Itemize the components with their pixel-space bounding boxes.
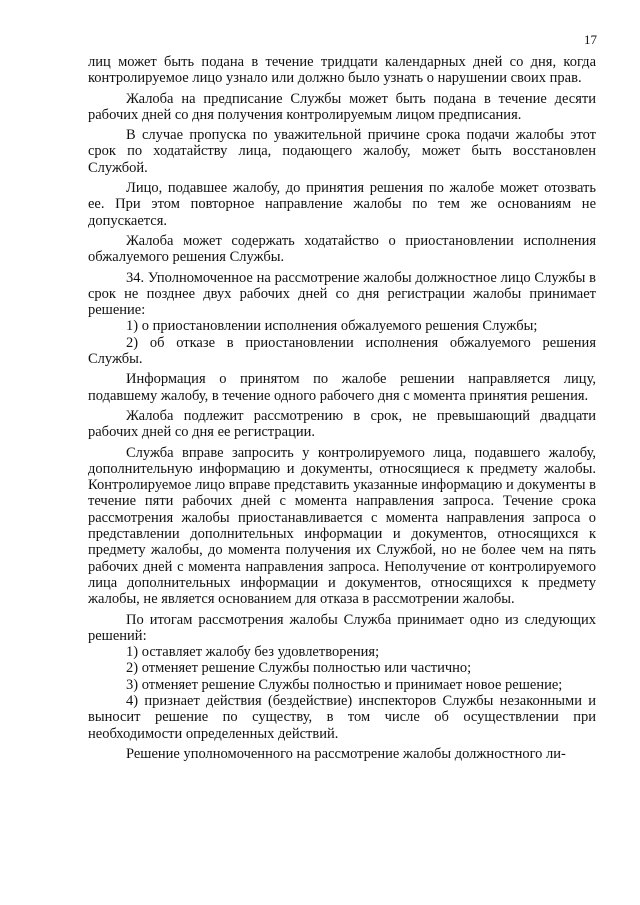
paragraph-continuation: лиц может быть подана в течение тридцати календарных дней со дня, когда контролируемое лицо узнало или должно было узнать о нарушении своих прав.	[88, 54, 596, 87]
list-item: 2) об отказе в приостановлении исполнения обжалуемого решения Службы.	[88, 334, 596, 368]
paragraph-suspension-request: Жалоба может содержать ходатайство о приостановлении исполнения обжалуемого решения Службы.	[88, 232, 596, 266]
paragraph-decision-notice: Информация о принятом по жалобе решении направляется лицу, подавшему жалобу, в течение одного рабочего дня с момента принятия решения.	[88, 371, 596, 404]
list-item: 1) оставляет жалобу без удовлетворения;	[126, 644, 380, 661]
paragraph-withdrawal: Лицо, подавшее жалобу, до принятия решения по жалобе может отозвать ее. При этом повторное направление жалобы по тем же основаниям не допускается.	[88, 180, 596, 229]
paragraph-order-appeal-deadline: Жалоба на предписание Службы может быть подана в течение десяти рабочих дней со дня получения контролируемым лицом предписания.	[88, 90, 596, 123]
paragraph-additional-info: Служба вправе запросить у контролируемого лица, подавшего жалобу, дополнительную информацию и документы, относящиеся к предмету жалобы. Контролируемое лицо вправе представить указанные информацию и документы в течение пяти рабочих дней с момента направления запроса. Течение срока рассмотрения жалобы приостанавливается с момента направления запроса о представлении дополнительных информации и документов, относящихся к предмету жалобы, до момента получения их Службой, но не более чем на пять рабочих дней с момента направления запроса. Неполучение от контролируемого лица дополнительных информации и документов, относящихся к предмету жалобы, не является основанием для отказа в рассмотрении жалобы.	[88, 444, 596, 608]
paragraph-final-line: Решение уполномоченного на рассмотрение жалобы должностного ли-	[126, 745, 566, 762]
page-number: 17	[584, 32, 597, 47]
document-body	[88, 54, 596, 766]
list-item: 3) отменяет решение Службы полностью и принимает новое решение;	[126, 676, 563, 693]
list-item: 2) отменяет решение Службы полностью или частично;	[126, 660, 472, 677]
paragraph-missed-deadline: В случае пропуска по уважительной причине срока подачи жалобы этот срок по ходатайству лица, подающего жалобу, может быть восстановлен Службой.	[88, 127, 596, 176]
paragraph-review-results: По итогам рассмотрения жалобы Служба принимает одно из следующих решений:	[88, 611, 596, 644]
list-item: 1) о приостановлении исполнения обжалуемого решения Службы;	[126, 318, 538, 335]
list-item: 4) признает действия (бездействие) инспекторов Службы незаконными и выносит решение по существу, в том числе об осуществлении при необходимости определенных действий.	[88, 692, 596, 742]
paragraph-item-34: 34. Уполномоченное на рассмотрение жалобы должностное лицо Службы в срок не позднее двух рабочих дней со дня регистрации жалобы принимает решение:	[88, 269, 596, 319]
paragraph-review-term: Жалоба подлежит рассмотрению в срок, не превышающий двадцати рабочих дней со дня ее регистрации.	[88, 407, 596, 441]
